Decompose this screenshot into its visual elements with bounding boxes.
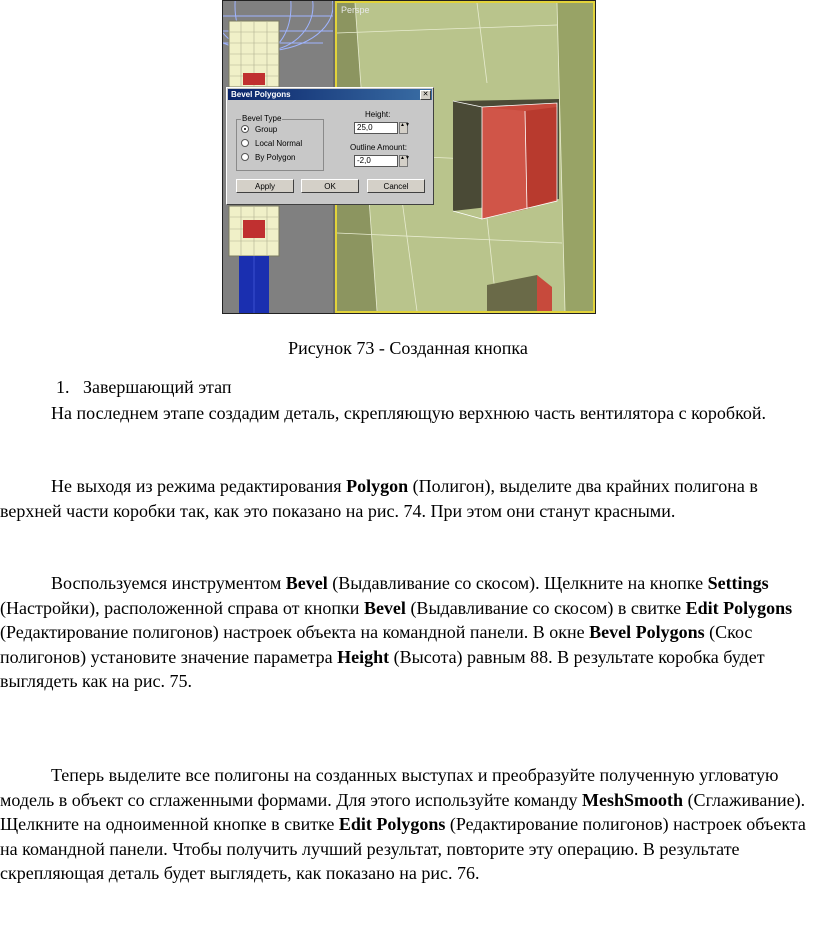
radio-label-group: Group [255, 125, 278, 134]
radio-label-local-normal: Local Normal [255, 139, 303, 148]
p3-bold-edit-polygons: Edit Polygons [685, 597, 793, 618]
radio-checked-icon[interactable] [241, 125, 249, 133]
p3-text-7: (Высота) равным 88. В результате коробка будет выглядеть как на рис. 75. [0, 646, 765, 691]
radio-label-by-polygon: By Polygon [255, 153, 296, 162]
radio-group-option[interactable] [241, 125, 277, 135]
p2-bold-polygon: Polygon [346, 476, 409, 496]
bevel-type-legend: Bevel Type [242, 114, 282, 123]
height-input[interactable]: 25,0 [354, 122, 398, 134]
dialog-title: Bevel Polygons [231, 90, 291, 99]
figure-caption: Рисунок 73 - Созданная кнопка [288, 338, 528, 358]
p3-text-3: (Настройки), расположенной справа от кнопки [0, 597, 364, 618]
p2-text-2: (Полигон), выделите два крайних полигона в верхней части коробки так, как это показано на рис. 74. При этом они станут красными. [0, 476, 758, 521]
p4-bold-edit-polygons: Edit Polygons [338, 814, 446, 834]
radio-local-normal-option[interactable] [241, 139, 302, 149]
list-item-number: 1. [56, 377, 70, 397]
p4-text-3: (Редактирование полигонов) настроек объекта на командной панели. Чтобы получить лучший результат, повторите эту операцию. В результате скрепляющая деталь будет выглядеть, как показано на рис. 76. [0, 814, 806, 883]
p3-text-4: (Выдавливание со скосом) в свитке [405, 597, 686, 618]
outline-amount-input[interactable]: -2,0 [354, 155, 398, 167]
p4-bold-meshsmooth: MeshSmooth [582, 789, 684, 810]
paragraph-2 [0, 474, 816, 523]
p3-bold-height: Height [337, 646, 390, 667]
outline-amount-label: Outline Amount: [350, 143, 407, 152]
p4-text-1: Теперь выделите все полигоны на созданных выступах и преобразуйте полученную угловатую модель в объект со сглаженными формами. Для этого используйте команду [0, 765, 779, 810]
p3-bold-bevel-2: Bevel [363, 597, 406, 618]
viewport-label: Perspe [341, 5, 370, 15]
bevel-polygons-dialog [226, 87, 434, 205]
outline-spinner-arrows[interactable]: ▲▼ [399, 155, 408, 167]
paragraph-3 [0, 571, 816, 694]
height-spinner-arrows[interactable]: ▲▼ [399, 122, 408, 134]
dialog-titlebar[interactable] [228, 89, 432, 100]
p4-text-2: (Сглаживание). Щелкните на одноименной кнопке в свитке [0, 789, 806, 834]
p3-text-5: (Редактирование полигонов) настроек объекта на командной панели. В окне [0, 622, 590, 642]
list-item-text: Завершающий этап [83, 377, 232, 397]
close-icon[interactable]: ✕ [420, 90, 431, 100]
paragraph-4 [0, 763, 816, 886]
p3-text-6: (Скос полигонов) установите значение параметра [0, 622, 753, 667]
radio-unchecked-icon[interactable] [241, 139, 249, 147]
radio-by-polygon-option[interactable] [241, 153, 295, 163]
list-item [56, 377, 232, 398]
cancel-button[interactable]: Cancel [367, 179, 425, 193]
p3-text-2: (Выдавливание со скосом). Щелкните на кнопке [327, 573, 708, 593]
p3-bold-bevel-polygons: Bevel Polygons [589, 622, 705, 642]
apply-button[interactable]: Apply [236, 179, 294, 193]
height-label: Height: [365, 110, 391, 119]
ok-button[interactable]: OK [301, 179, 359, 193]
p3-text-1: Воспользуемся инструментом [51, 573, 286, 593]
paragraph-1: На последнем этапе создадим деталь, скрепляющую верхнюю часть вентилятора с коробкой. [51, 403, 767, 423]
radio-unchecked-icon[interactable] [241, 153, 249, 161]
p3-bold-bevel: Bevel [285, 573, 328, 593]
figure-screenshot [222, 0, 596, 314]
p2-text-1: Не выходя из режима редактирования [51, 476, 347, 496]
p3-bold-settings: Settings [707, 573, 769, 593]
